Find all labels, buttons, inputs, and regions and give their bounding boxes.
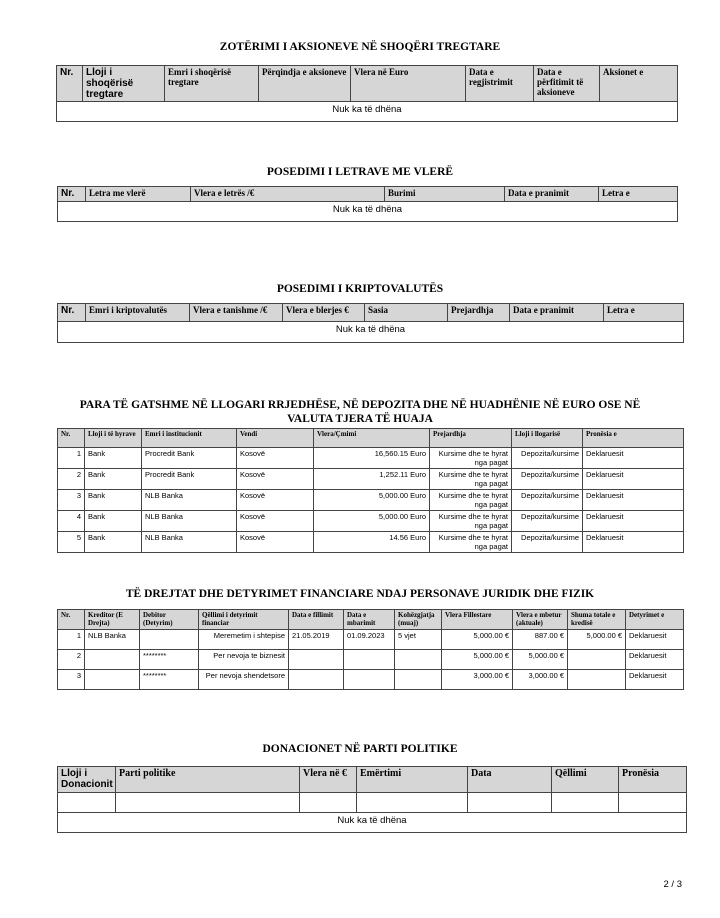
cash-table [57, 428, 684, 553]
remaining-value: 887.00 € [513, 630, 568, 650]
securities-section-title: POSEDIMI I LETRAVE ME VLERË [266, 166, 454, 178]
col-crypto-of: Letra e [604, 304, 684, 322]
col-nr: Nr. [57, 66, 83, 102]
shares-section-title: ZOTËRIMI I AKSIONEVE NË SHOQËRI TREGTARE [219, 41, 501, 53]
col-nr: Nr. [58, 304, 86, 322]
row-nr: 3 [58, 670, 85, 690]
row-nr: 1 [58, 448, 85, 469]
col-nr: Nr. [58, 187, 86, 202]
empty-cell [116, 793, 300, 813]
col-purpose: Qëllimi [552, 767, 619, 793]
table-row [58, 650, 684, 670]
empty-cell [357, 793, 468, 813]
col-account-type: Lloji i llogarisë [512, 429, 583, 448]
cash-section-title-line2: VALUTA TJERA TË HUAJA [287, 413, 433, 425]
no-data-message: Nuk ka të dhëna [58, 202, 678, 222]
no-data-message: Nuk ka të dhëna [57, 102, 678, 122]
col-donation-type: Lloji i Donacionit [58, 767, 116, 793]
debts-section-title: TË DREJTAT DHE DETYRIMET FINANCIARE NDAJ PERSONAVE JURIDIK DHE FIZIK [125, 588, 595, 600]
country: Kosovë [237, 469, 314, 490]
start-date: 21.05.2019 [289, 630, 344, 650]
row-nr: 5 [58, 532, 85, 553]
ownership: Deklaruesit [583, 490, 684, 511]
creditor [85, 650, 140, 670]
row-nr: 3 [58, 490, 85, 511]
ownership: Deklaruesit [583, 448, 684, 469]
debts-table [57, 609, 684, 690]
col-value: Vlera/Çmimi [314, 429, 430, 448]
col-crypto-name: Emri i kriptovalutës [86, 304, 190, 322]
col-start-date: Data e fillimit [289, 610, 344, 630]
col-registration-date: Data e regjistrimit [466, 66, 534, 102]
col-shares-of: Aksionet e [600, 66, 678, 102]
income-type: Bank [85, 469, 142, 490]
col-country: Vendi [237, 429, 314, 448]
col-origin: Prejardhja [430, 429, 512, 448]
col-share-percent: Përqindja e aksioneve [259, 66, 351, 102]
col-origin: Prejardhja [448, 304, 510, 322]
table-row [58, 448, 684, 469]
start-date [289, 670, 344, 690]
row-nr: 1 [58, 630, 85, 650]
income-type: Bank [85, 490, 142, 511]
account-type: Depozita/kursime [512, 532, 583, 553]
institution: NLB Banka [142, 532, 237, 553]
col-purpose: Qëllimi i detyrimit financiar [199, 610, 289, 630]
col-duration: Kohëzgjatja (muaj) [395, 610, 442, 630]
institution: Procredit Bank [142, 469, 237, 490]
col-remaining-value: Vlera e mbetur (aktuale) [513, 610, 568, 630]
value: 1,252.11 Euro [314, 469, 430, 490]
origin: Kursime dhe te hyrat nga pagat [430, 532, 512, 553]
institution: NLB Banka [142, 490, 237, 511]
duration [395, 670, 442, 690]
col-total-credit: Shuma totale e kredisë [568, 610, 626, 630]
col-institution: Emri i institucionit [142, 429, 237, 448]
country: Kosovë [237, 511, 314, 532]
total-credit [568, 650, 626, 670]
col-security: Letra me vlerë [86, 187, 191, 202]
empty-cell [552, 793, 619, 813]
table-row [58, 793, 687, 813]
col-quantity: Sasia [365, 304, 448, 322]
initial-value: 5,000.00 € [442, 650, 513, 670]
income-type: Bank [85, 532, 142, 553]
col-initial-value: Vlera Fillestare [442, 610, 513, 630]
col-nr: Nr. [58, 429, 85, 448]
col-ownership: Pronësia e [583, 429, 684, 448]
col-receipt-date: Data e pranimit [505, 187, 599, 202]
liabilities: Deklaruesit [626, 650, 684, 670]
cash-section-title-line1: PARA TË GATSHME NË LLOGARI RRJEDHËSE, NË DEPOZITA DHE NË HUADHËNIE NË EURO OSE NË [79, 399, 641, 411]
initial-value: 5,000.00 € [442, 630, 513, 650]
col-security-value: Vlera e letrës /€ [191, 187, 385, 202]
col-income-type: Lloji i të hyrave [85, 429, 142, 448]
col-security-of: Letra e [599, 187, 678, 202]
table-row [58, 532, 684, 553]
donations-table [57, 766, 687, 833]
duration: 5 vjet [395, 630, 442, 650]
crypto-table [57, 303, 684, 343]
col-ownership: Pronësia [619, 767, 687, 793]
shares-table [56, 65, 678, 122]
remaining-value: 3,000.00 € [513, 670, 568, 690]
table-row [58, 511, 684, 532]
col-debtor: Debitor (Detyrim) [140, 610, 199, 630]
debtor: ******** [140, 650, 199, 670]
ownership: Deklaruesit [583, 532, 684, 553]
table-row [58, 490, 684, 511]
debtor: ******** [140, 670, 199, 690]
col-acquisition-date: Data e përfitimit të aksioneve [534, 66, 600, 102]
crypto-section-title: POSEDIMI I KRIPTOVALUTËS [276, 283, 444, 295]
account-type: Depozita/kursime [512, 469, 583, 490]
empty-cell [468, 793, 552, 813]
col-value-euro: Vlera në € [300, 767, 357, 793]
value: 5,000.00 Euro [314, 490, 430, 511]
debtor [140, 630, 199, 650]
ownership: Deklaruesit [583, 469, 684, 490]
securities-table [57, 186, 678, 222]
start-date [289, 650, 344, 670]
end-date: 01.09.2023 [344, 630, 395, 650]
no-data-message: Nuk ka të dhëna [58, 813, 687, 833]
col-date: Data [468, 767, 552, 793]
country: Kosovë [237, 448, 314, 469]
table-row [58, 670, 684, 690]
purpose: Per nevoja te biznesit [199, 650, 289, 670]
institution: Procredit Bank [142, 448, 237, 469]
empty-cell [300, 793, 357, 813]
total-credit [568, 670, 626, 690]
col-value-euro: Vlera në Euro [351, 66, 466, 102]
table-row [58, 469, 684, 490]
col-source: Burimi [385, 187, 505, 202]
col-political-party: Parti politike [116, 767, 300, 793]
col-receipt-date: Data e pranimit [510, 304, 604, 322]
end-date [344, 670, 395, 690]
col-creditor: Kreditor (E Drejta) [85, 610, 140, 630]
col-company-name: Emri i shoqërisë tregtare [165, 66, 259, 102]
col-nr: Nr. [58, 610, 85, 630]
country: Kosovë [237, 490, 314, 511]
col-name: Emërtimi [357, 767, 468, 793]
empty-cell [58, 793, 116, 813]
institution: NLB Banka [142, 511, 237, 532]
origin: Kursime dhe te hyrat nga pagat [430, 490, 512, 511]
purpose: Per nevoja shendetsore [199, 670, 289, 690]
remaining-value: 5,000.00 € [513, 650, 568, 670]
duration [395, 650, 442, 670]
value: 14.56 Euro [314, 532, 430, 553]
page-number: 2 / 3 [663, 879, 682, 890]
origin: Kursime dhe te hyrat nga pagat [430, 448, 512, 469]
country: Kosovë [237, 532, 314, 553]
col-purchase-value: Vlera e blerjes € [283, 304, 365, 322]
col-company-type: Lloji i shoqërisë tregtare [83, 66, 165, 102]
value: 16,560.15 Euro [314, 448, 430, 469]
account-type: Depozita/kursime [512, 448, 583, 469]
empty-cell [619, 793, 687, 813]
income-type: Bank [85, 448, 142, 469]
liabilities: Deklaruesit [626, 630, 684, 650]
account-type: Depozita/kursime [512, 490, 583, 511]
origin: Kursime dhe te hyrat nga pagat [430, 511, 512, 532]
value: 5,000.00 Euro [314, 511, 430, 532]
income-type: Bank [85, 511, 142, 532]
end-date [344, 650, 395, 670]
creditor: NLB Banka [85, 630, 140, 650]
row-nr: 4 [58, 511, 85, 532]
purpose: Meremetim i shtepise [199, 630, 289, 650]
donations-section-title: DONACIONET NË PARTI POLITIKE [262, 743, 458, 755]
row-nr: 2 [58, 469, 85, 490]
creditor [85, 670, 140, 690]
account-type: Depozita/kursime [512, 511, 583, 532]
no-data-message: Nuk ka të dhëna [58, 322, 684, 343]
ownership: Deklaruesit [583, 511, 684, 532]
liabilities: Deklaruesit [626, 670, 684, 690]
col-end-date: Data e mbarimit [344, 610, 395, 630]
table-row [58, 630, 684, 650]
col-liabilities-of: Detyrimet e [626, 610, 684, 630]
col-current-value: Vlera e tanishme /€ [190, 304, 283, 322]
total-credit: 5,000.00 € [568, 630, 626, 650]
origin: Kursime dhe te hyrat nga pagat [430, 469, 512, 490]
initial-value: 3,000.00 € [442, 670, 513, 690]
row-nr: 2 [58, 650, 85, 670]
